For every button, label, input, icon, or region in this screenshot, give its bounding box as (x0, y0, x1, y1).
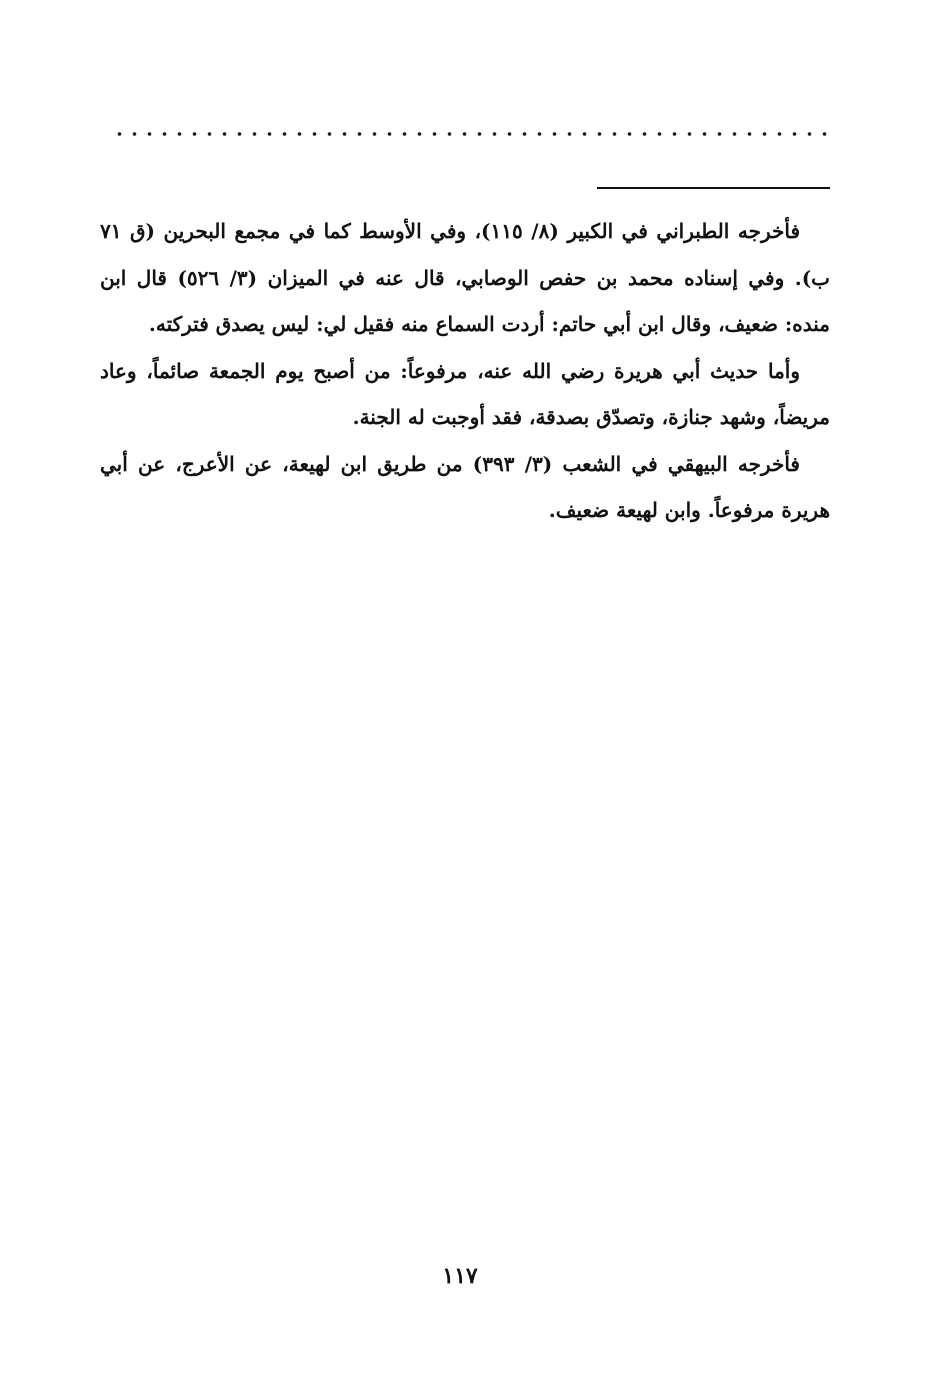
dotted-separator (112, 128, 830, 140)
footnote-paragraph-1: فأخرجه الطبراني في الكبير (٨/ ١١٥)، وفي الأوسط كما في مجمع البحرين (ق ٧١ ب). وفي إسناده محمد بن حفص الوصابي، قال عنه في الميزان (٣/ ٥٢٦) قال ابن منده: ضعيف، وقال ابن أبي حاتم: أردت السماع منه فقيل لي: ليس يصدق فتركته. (100, 219, 830, 336)
footnote-separator-line (597, 187, 830, 189)
footnote-paragraph-2: وأما حديث أبي هريرة رضي الله عنه، مرفوعاً: من أصبح يوم الجمعة صائماً، وعاد مريضاً، وشهد جنازة، وتصدّق بصدقة، فقد أوجبت له الجنة. (100, 358, 830, 429)
page-number: ١١٧ (442, 1263, 478, 1289)
footnote-text (100, 208, 830, 534)
footnote-paragraph-3: فأخرجه البيهقي في الشعب (٣/ ٣٩٣) من طريق ابن لهيعة، عن الأعرج، عن أبي هريرة مرفوعاً. وابن لهيعة ضعيف. (100, 451, 830, 522)
